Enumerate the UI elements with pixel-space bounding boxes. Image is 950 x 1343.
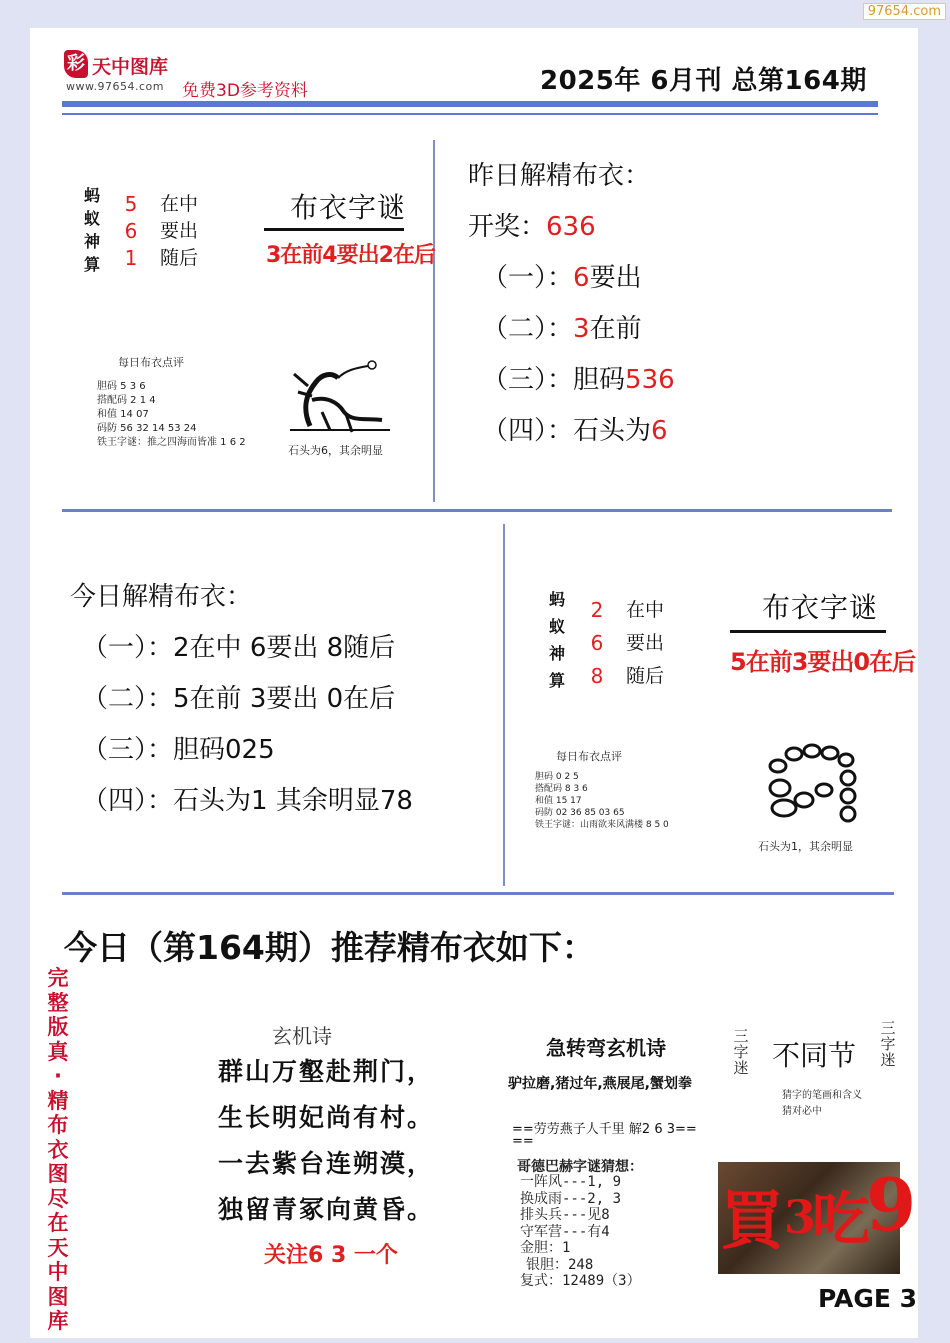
today-item: （三）：胆码025 (82, 735, 275, 765)
brain-teaser-note: ==劳劳燕子人千里 解2 6 3== (512, 1122, 697, 1137)
review-lines: 胆码 0 2 5 搭配码 8 3 6 和值 15 17 码防 02 36 85 03 65 铁王字谜：山雨欲来风满楼 8 5 0 (535, 772, 669, 830)
review-title: 每日布衣点评 (118, 356, 184, 369)
goldbach-lines: 一阵风---1, 9 换成雨---2, 3 排头兵---见8 守军营---有4 金胆：1 银胆：248 复式：12489（3） (520, 1174, 641, 1289)
yesterday-item: （四）：石头为6 (482, 416, 668, 446)
riddle-three-char: 不同节 (772, 1039, 857, 1072)
today-item: （二）：5在前 3要出 0在后 (82, 684, 396, 714)
brain-teaser-note-cont: == (512, 1134, 534, 1149)
review-lines: 胆码 5 3 6 搭配码 2 1 4 和值 14 07 码防 56 32 14 53 24 铁王字谜：推之四海而皆准 1 6 2 (97, 381, 246, 448)
divider-horizontal-2 (62, 892, 894, 895)
riddle-answer: 5在前3要出0在后 (730, 648, 916, 676)
draw-result: 开奖：636 (468, 212, 596, 242)
logo-name: 天中图库 (92, 56, 169, 78)
ad-vertical-label: 蚂 蚁 神 算 (548, 590, 565, 690)
yesterday-item: （三）：胆码536 (482, 365, 675, 395)
brain-teaser-subtitle: 驴拉磨,猪过年,燕展尾,蟹划拳 (508, 1076, 692, 1092)
page-number: PAGE 3 (818, 1284, 918, 1313)
yesterday-title: 昨日解精布衣： (468, 161, 651, 191)
poem-footer: 关注6 3 一个 (264, 1243, 398, 1268)
yesterday-item: （二）：3在前 (482, 314, 642, 344)
goldbach-title: 哥德巴赫字谜猜想： (517, 1159, 643, 1175)
today-item: （一）：2在中 6要出 8随后 (82, 633, 396, 663)
issue-title: 2025年 6月刊 总第164期 (540, 66, 867, 96)
stones-drawing (764, 744, 864, 836)
poem-title: 玄机诗 (272, 1024, 332, 1048)
sidebar-vertical-text: 完整版真·精布衣图尽在天中图库 (47, 966, 69, 1333)
today-title: 今日解精布衣： (70, 582, 253, 612)
poem-lines: 群山万壑赴荆门， 生长明妃尚有村。 一去紫台连朔漠， 独留青冢向黄昏。 (218, 1057, 435, 1224)
bird-drawing (282, 356, 392, 436)
riddle-underline (264, 228, 404, 231)
divider-vertical-top (433, 140, 435, 502)
today-item: （四）：石头为1 其余明显78 (82, 786, 413, 816)
promo-image: 買 3 吃 9 (718, 1162, 900, 1274)
three-char-label-left: 三字迷 (733, 1027, 749, 1077)
ad-vertical-label: 蚂 蚁 神 算 (83, 186, 100, 274)
riddle-answer: 3在前4要出2在后 (266, 243, 435, 268)
riddle-underline (730, 630, 886, 633)
free-label: 免费3D参考资料 (182, 81, 308, 101)
logo-icon: 彩 (64, 50, 88, 78)
review-title: 每日布衣点评 (556, 750, 622, 763)
section-headline: 今日（第164期）推荐精布衣如下： (64, 928, 595, 967)
ad-words: 在中 要出 随后 (160, 193, 199, 269)
drawing-caption: 石头为6，其余明显 (288, 444, 383, 457)
ad-numbers: 5 6 1 (124, 192, 138, 270)
site-watermark: 97654.com (863, 3, 946, 20)
yesterday-item: （一）：6要出 (482, 263, 642, 293)
riddle-title: 布衣字谜 (762, 591, 879, 624)
divider-vertical-mid (503, 524, 505, 886)
header-rule-thick (62, 101, 878, 107)
riddle-title: 布衣字谜 (290, 191, 407, 224)
header-rule-thin (62, 113, 878, 115)
riddle-hint: 猜字的笔画和含义 (782, 1090, 862, 1101)
three-char-label-right: 三字迷 (880, 1019, 896, 1069)
ad-numbers: 2 6 8 (590, 598, 604, 688)
riddle-hint-2: 猜对必中 (782, 1106, 822, 1117)
drawing-caption: 石头为1，其余明显 (758, 840, 853, 853)
divider-horizontal-1 (62, 509, 892, 512)
ad-words: 在中 要出 随后 (626, 599, 665, 687)
logo-url: www.97654.com (66, 80, 164, 93)
brain-teaser-title: 急转弯玄机诗 (546, 1036, 666, 1060)
